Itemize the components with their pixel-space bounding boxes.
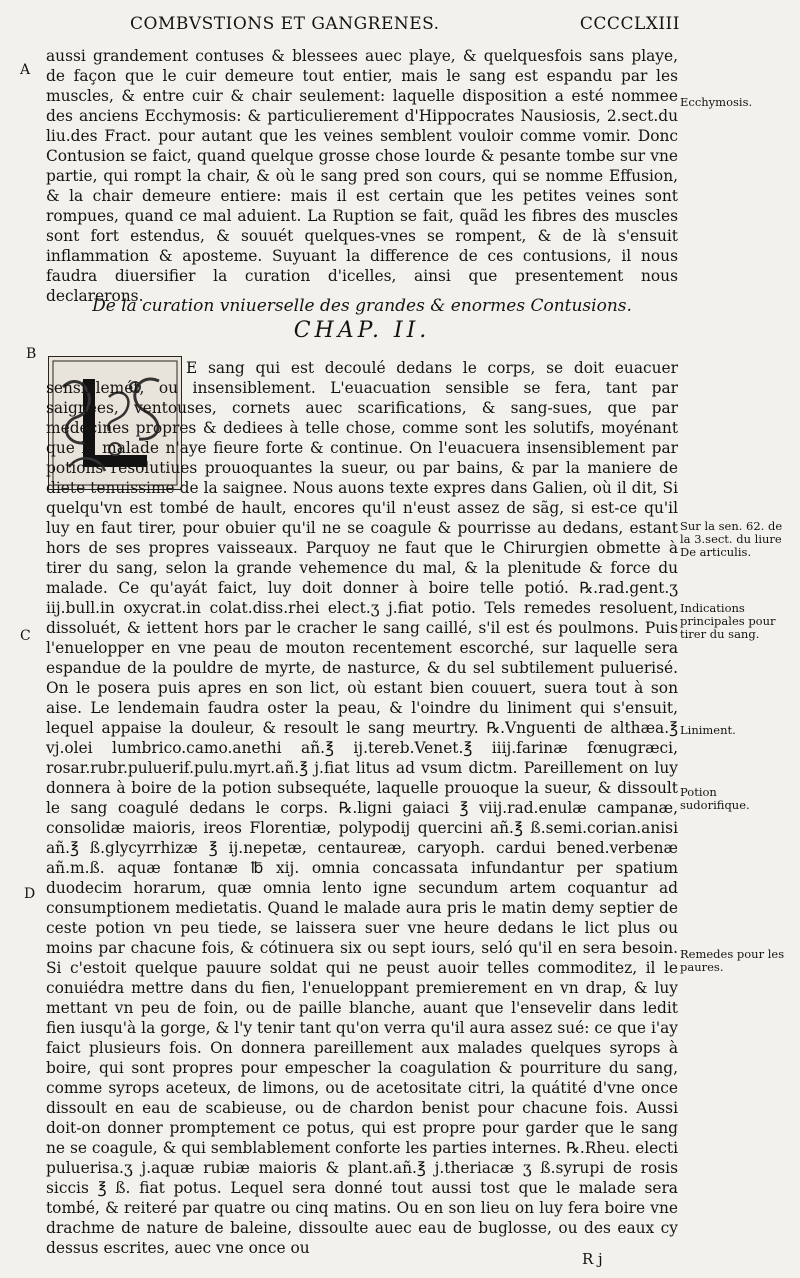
folio-number: CCCCLXIII	[579, 14, 680, 34]
section-letter-b: B	[26, 346, 37, 362]
chapter-number: CHAP. II.	[293, 318, 431, 343]
running-head	[130, 6, 680, 36]
margin-note-reference: Sur la sen. 62. de la 3.sect. du liure De articulis.	[680, 519, 783, 559]
section-letter-a: A	[20, 62, 31, 78]
section-letter-d: D	[24, 886, 36, 902]
paragraph-2: E sang qui est decoulé dedans le corps, se doit euacuer sensiblemét, ou insensiblement. L'euacuation sensible se fera, tant par saignees, ventouses, cornets auec scarifications, & sang-sues, que par medecines propres & dediees à telle chose, comme sont les solutifs, moyénant que le malade n'aye fieure forte & continue. On l'euacuera insensiblement par potions resolutiues prouoquantes la sueur, ou par bains, & par la maniere de diete tenuissime de la saignee. Nous auons texte expres dans Galien, où il dit, Si quelqu'vn est tombé de hault, encores qu'il n'eust assez de sãg, si est-ce qu'il luy en faut tirer, pour obuier qu'il ne se coagule & pourrisse au dedans, estant hors de ses propres vaisseaux. Parquoy ne faut que le Chirurgien obmette à tirer du sang, selon la grande vehemence du mal, & la plenitude & force du malade. Ce qu'ayát faict, luy doit donner à boire telle potió. ℞.rad.gent.ʒ iij.bull.in oxycrat.in colat.diss.rhei elect.ʒ j.fiat potio. Tels remedes resoluent, dissoluét, & iettent hors par le cracher le sang caillé, s'il est és poulmons. Puis l'enuelopper en vne peau de mouton recentement escorché, sur laquelle sera espandue de la pouldre de myrte, de nasturce, & du sel subtilement puluerisé. On le posera puis apres en son lict, où estant bien couuert, suera tout à son aise. Le lendemain faudra oster la peau, & l'oindre du liniment qui s'ensuit, lequel appaise la douleur, & resoult le sang meurtry. ℞.Vnguenti de althæa.℥ vj.olei lumbrico.camo.anethi añ.℥ ij.tereb.Venet.℥ iiij.farinæ fœnugræci, rosar.rubr.puluerif.pulu.myrt.añ.℥ j.fiat litus ad vsum dictm. Pareillement on luy donnera à boire de la potion subsequéte, laquelle prouoque la sueur, & dissoult le sang coagulé dedans le corps. ℞.ligni gaiaci ℥ viij.rad.enulæ campanæ, consolidæ maioris, ireos Florentiæ, polypodij quercini añ.℥ ß.semi.corian.anisi añ.℥ ß.glycyrrhizæ ℥ ij.nepetæ, centaureæ, caryoph. cardui bened.verbenæ añ.m.ß. aquæ fontanæ ℔ xij. omnia concassata infundantur per spatium duodecim horarum, quæ omnia lento igne secundum artem coquantur ad consumptionem medietatis. Quand le malade aura pris le matin demy septier de ceste potion vn peu tiede, se laissera suer vne heure dedans le lict plus ou moins par chacune fois, & cótinuera six ou sept iours, seló qu'il en sera besoin. Si c'estoit quelque pauure soldat qui ne peust auoir telles commoditez, il le conuiédra mettre dans du fien, l'enueloppant premierement en vn drap, & luy mettant vn peu de foin, ou de paille blanche, auant que l'ensevelir dans ledit fien iusqu'à la gorge, & l'y tenir tant qu'on verra qu'il aura assez sué: ce que i'ay faict plusieurs fois. On donnera pareillement aux malades quelques syrops à boire, qui sont propres pour empescher la coagulation & pourriture du sang, comme syrops aceteux, de limons, ou de acetositate citri, la quátité d'vne once dissoult en eau de scabieuse, ou de chardon benist pour chacune fois. Aussi doit-on donner promptement ce potus, qui est propre pour garder que le sang ne se coagule, & qui semblablement conforte les parties internes. ℞.Rheu. electi puluerisa.ʒ j.aquæ rubiæ maioris & plant.añ.℥ j.theriacæ ʒ ß.syrupi de rosis siccis ℥ ß. fiat potus. Lequel sera donné tout aussi tost que le malade sera tombé, & reiteré par quatre ou cinq matins. Ou en son lieu on luy fera boire vne drachme de nature de baleine, dissoulte auec eau de buglosse, ou des eaux cy dessus escrites, auec vne once ou	[46, 359, 678, 1257]
margin-note-remedes: Remedes pour les paures.	[680, 947, 785, 974]
margin-note-liniment: Liniment.	[680, 723, 736, 737]
margin-note-ecchymosis: Ecchymosis.	[680, 95, 753, 109]
margin-note-potion: Potion sudorifique.	[680, 785, 750, 812]
paragraph-1: aussi grandement contuses & blessees auec playe, & quelquesfois sans playe, de façon que le cuir demeure tout entier, mais le sang est espandu par les muscles, & entre cuir & chair seulement: laquelle disposition a esté nommee des anciens Ecchymosis: & particulierement d'Hippocrates Nausiosis, 2.sect.du liu.des Fract. pour autant que les veines semblent vouloir comme vomir. Donc Contusion se faict, quand quelque grosse chose lourde & pesante tombe sur vne partie, qui rompt la chair, & où le sang pred son cours, qui se nomme Effusion, & la chair demeure entiere: mais il est certain que les petites veines sont rompues, quand ce mal aduient. La Ruption se fait, quãd les fibres des muscles sont fort estendus, & souuét quelques-vnes se rompent, & de là s'ensuit inflammation & aposteme. Suyuant la difference de ces contusions, il nous faudra diuersifier la curation d'icelles, ainsi que presentement nous declarerons.	[46, 47, 678, 305]
chapter-title: De la curation vniuerselle des grandes & enormes Contusions.	[92, 296, 632, 316]
running-title: COMBVSTIONS ET GANGRENES.	[130, 14, 440, 34]
signature-mark: R j	[582, 1250, 603, 1268]
margin-note-indications: Indications principales pour tirer du sang.	[680, 601, 776, 641]
section-letter-c: C	[20, 628, 31, 644]
